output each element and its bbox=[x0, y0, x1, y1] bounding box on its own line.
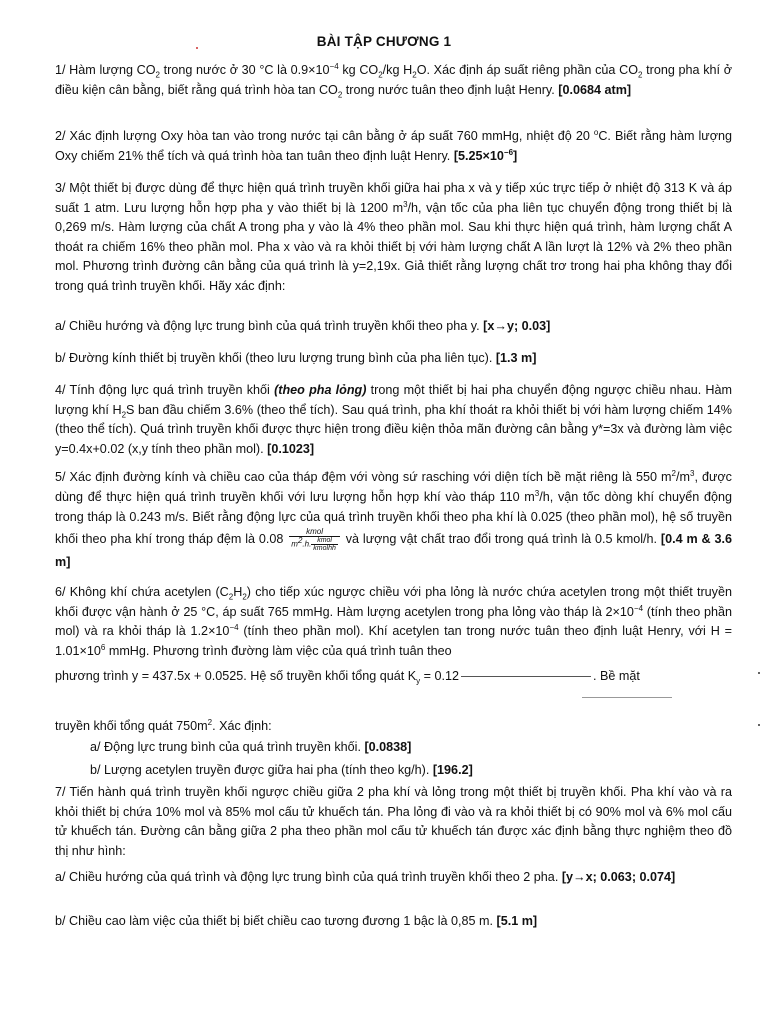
answer-2: $[5.25\times 10^{-6}]$ bbox=[453, 147, 518, 163]
problem-3: 3/ Một thiết bị được dùng để thực hiện quá trình truyền khối giữa hai pha x và y tiếp xúc trực tiếp ở nhiệt độ 313 K và áp suất 1 atm. Lưu lượng hỗn hợp pha y vào thiết bị là 1200 $m^3/h$, vận tốc của pha liên tục chuyển động trong thiết bị là 0,269 m/s. Hàm lượng của chất A trong pha y vào là 4% theo phần mol. Sau khi thực hiện quá trình, hàm lượng chất A thoát ra chiếm 16% theo phần mol. Pha x vào và ra khỏi thiết bị với hàm lượng chất A lần lượt là 12% và 2% theo phần mol. Phương trình đường cân bằng của quá trình là y=2,19x. Giả thiết rằng lượng chất trơ trong hai pha không thay đổi trong quá trình truyền khối. Hãy xác định: bbox=[55, 181, 733, 293]
problem-3a: a/ Chiều hướng và động lực trung bình của quá trình truyền khối theo pha y. [x→y; 0.03] bbox=[55, 319, 551, 333]
fraction-bar-lower bbox=[582, 697, 672, 698]
stray-mark bbox=[196, 47, 198, 49]
answer-1: [0.0684 atm] bbox=[558, 82, 632, 97]
answer-6b: [196.2] bbox=[432, 763, 473, 777]
answer-5: [0.4 m & 3.6 m] bbox=[55, 531, 732, 569]
problem-5: 5/ Xác định đường kính và chiều cao của tháp đệm với vòng sứ rasching với diện tích bề mặt riêng là 550 $m^2/m^3$, được dùng để thực hiện quá trình truyền khối với lưu lượng hỗn hợp khí vào tháp 110 $m^3/h$, vận tốc dòng khí chuyển động trong tháp là 0.243 m/s. Biết rằng động lực của quá trình truyền khối theo pha khí là 0.025 (theo phần mol), hệ số truyền khối theo pha khí trong tháp đệm là 0.08 kmol $m^2.h$. $\frac{\text{kmol}}{\text{kmolhh}}$ và lượng vật chất trao đổi trong quá trình là 0.5 kmol/h. [0.4 m & 3.6 m] bbox=[55, 468, 732, 569]
problem-4: 4/ Tính động lực quá trình truyền khối (theo pha lỏng) trong một thiết bị hai pha chuyển động ngược chiều nhau. Hàm lượng khí $H_2S$ ban đầu chiếm 3.6% (theo thể tích). Sau quá trình, pha khí thoát ra khỏi thiết bị với hàm lượng chiếm 14% (theo thể tích). Quá trình truyền khối được thực hiện trong điều kiện thỏa mãn đường cân bằng y*=3x và đường làm việc y=0.4x+0.02 (x,y tính theo phần mol). [0.1023] bbox=[55, 383, 733, 456]
fraction-bar bbox=[461, 676, 591, 677]
problem-6b: b/ Lượng acetylen truyền được giữa hai pha (tính theo kg/h). [196.2] bbox=[90, 763, 473, 777]
answer-7b: [5.1 m] bbox=[496, 914, 538, 928]
stray-mark bbox=[758, 724, 760, 726]
problem-2: 2/ Xác định lượng Oxy hòa tan vào trong nước tại cân bằng ở áp suất 760 mmHg, nhiệt độ 20 $^o$C. Biết rằng hàm lượng Oxy chiếm 21% thể tích và quá trình hòa tan tuân theo định luật Henry. $[5.25\times 10^{-6}]$ bbox=[55, 127, 732, 163]
problem-6: 6/ Không khí chứa acetylen $(C_2H_2)$ cho tiếp xúc ngược chiều với pha lỏng là nước chứa acetylen trong một thiết truyền khối được vận hành ở 25 °C, áp suất 765 mmHg. Hàm lượng acetylen trong pha lỏng vào tháp là $2\times 10^{-4}$ (tính theo phần mol) và ra khỏi tháp là $1.2\times 10^{-4}$ (tính theo phần mol). Khí acetylen tan trong nước tuân theo định luật Henry, với $H = 1.01\times 10^6$ mmHg. Phương trình đường làm việc của quá trình tuân theo bbox=[55, 585, 732, 658]
problem-6-area: truyền khối tổng quát $750m^2$. Xác định: bbox=[55, 717, 272, 733]
problem-7b: b/ Chiều cao làm việc của thiết bị biết chiều cao tương đương 1 bậc là 0,85 m. [5.1 m] bbox=[55, 914, 538, 928]
problem-3b: b/ Đường kính thiết bị truyền khối (theo lưu lượng trung bình của pha liên tục). [1.3 m] bbox=[55, 351, 537, 365]
unit-fraction: kmol $m^2.h$. $\frac{\text{kmol}}{\text{kmolhh}}$ bbox=[289, 527, 340, 552]
answer-7a: [y→x; 0.063; 0.074] bbox=[561, 870, 676, 884]
answer-3a: [x→y; 0.03] bbox=[483, 319, 551, 333]
problem-7a: a/ Chiều hướng của quá trình và động lực trung bình của quá trình truyền khối theo 2 pha. [y→x; 0.063; 0.074] bbox=[55, 870, 676, 884]
answer-6a: [0.0838] bbox=[364, 740, 412, 754]
answer-4: [0.1023] bbox=[267, 441, 315, 456]
answer-3b: [1.3 m] bbox=[495, 351, 537, 365]
page-title: BÀI TẬP CHƯƠNG 1 bbox=[316, 34, 452, 49]
problem-6a: a/ Động lực trung bình của quá trình truyền khối. [0.0838] bbox=[90, 740, 412, 754]
problem-6-equation-line: phương trình y = 437.5x + 0.0525. Hệ số truyền khối tổng quát $K_y = 0.12$ . Bề mặt bbox=[55, 669, 640, 686]
stray-mark bbox=[758, 672, 760, 674]
emphasis-liquid-phase: (theo pha lỏng) bbox=[274, 383, 367, 397]
problem-7: 7/ Tiến hành quá trình truyền khối ngược chiều giữa 2 pha khí và lỏng trong một thiết bị truyền khối. Pha khí vào và ra khỏi thiết bị chứa 10% mol và 85% mol cấu tử khuếch tán. Pha lỏng đi vào và ra khỏi thiết bị có 90% mol và 6% mol cấu tử khuếch tán. Đường cân bằng giữa 2 pha theo phần mol cấu tử khuếch tán được xác định bằng thực nghiệm theo đồ thị như hình: bbox=[55, 785, 732, 858]
problem-1: 1/ Hàm lượng $CO_2$ trong nước ở 30 °C là $0.9\times 10^{-4}$ kg $CO_2/kg$ $H_2O$. Xác định áp suất riêng phần của $CO_2$ trong pha khí ở điều kiện cân bằng, biết rằng quá trình hòa $\tan CO_2$ trong nước tuân theo định luật Henry. [0.0684 atm] bbox=[55, 61, 732, 100]
